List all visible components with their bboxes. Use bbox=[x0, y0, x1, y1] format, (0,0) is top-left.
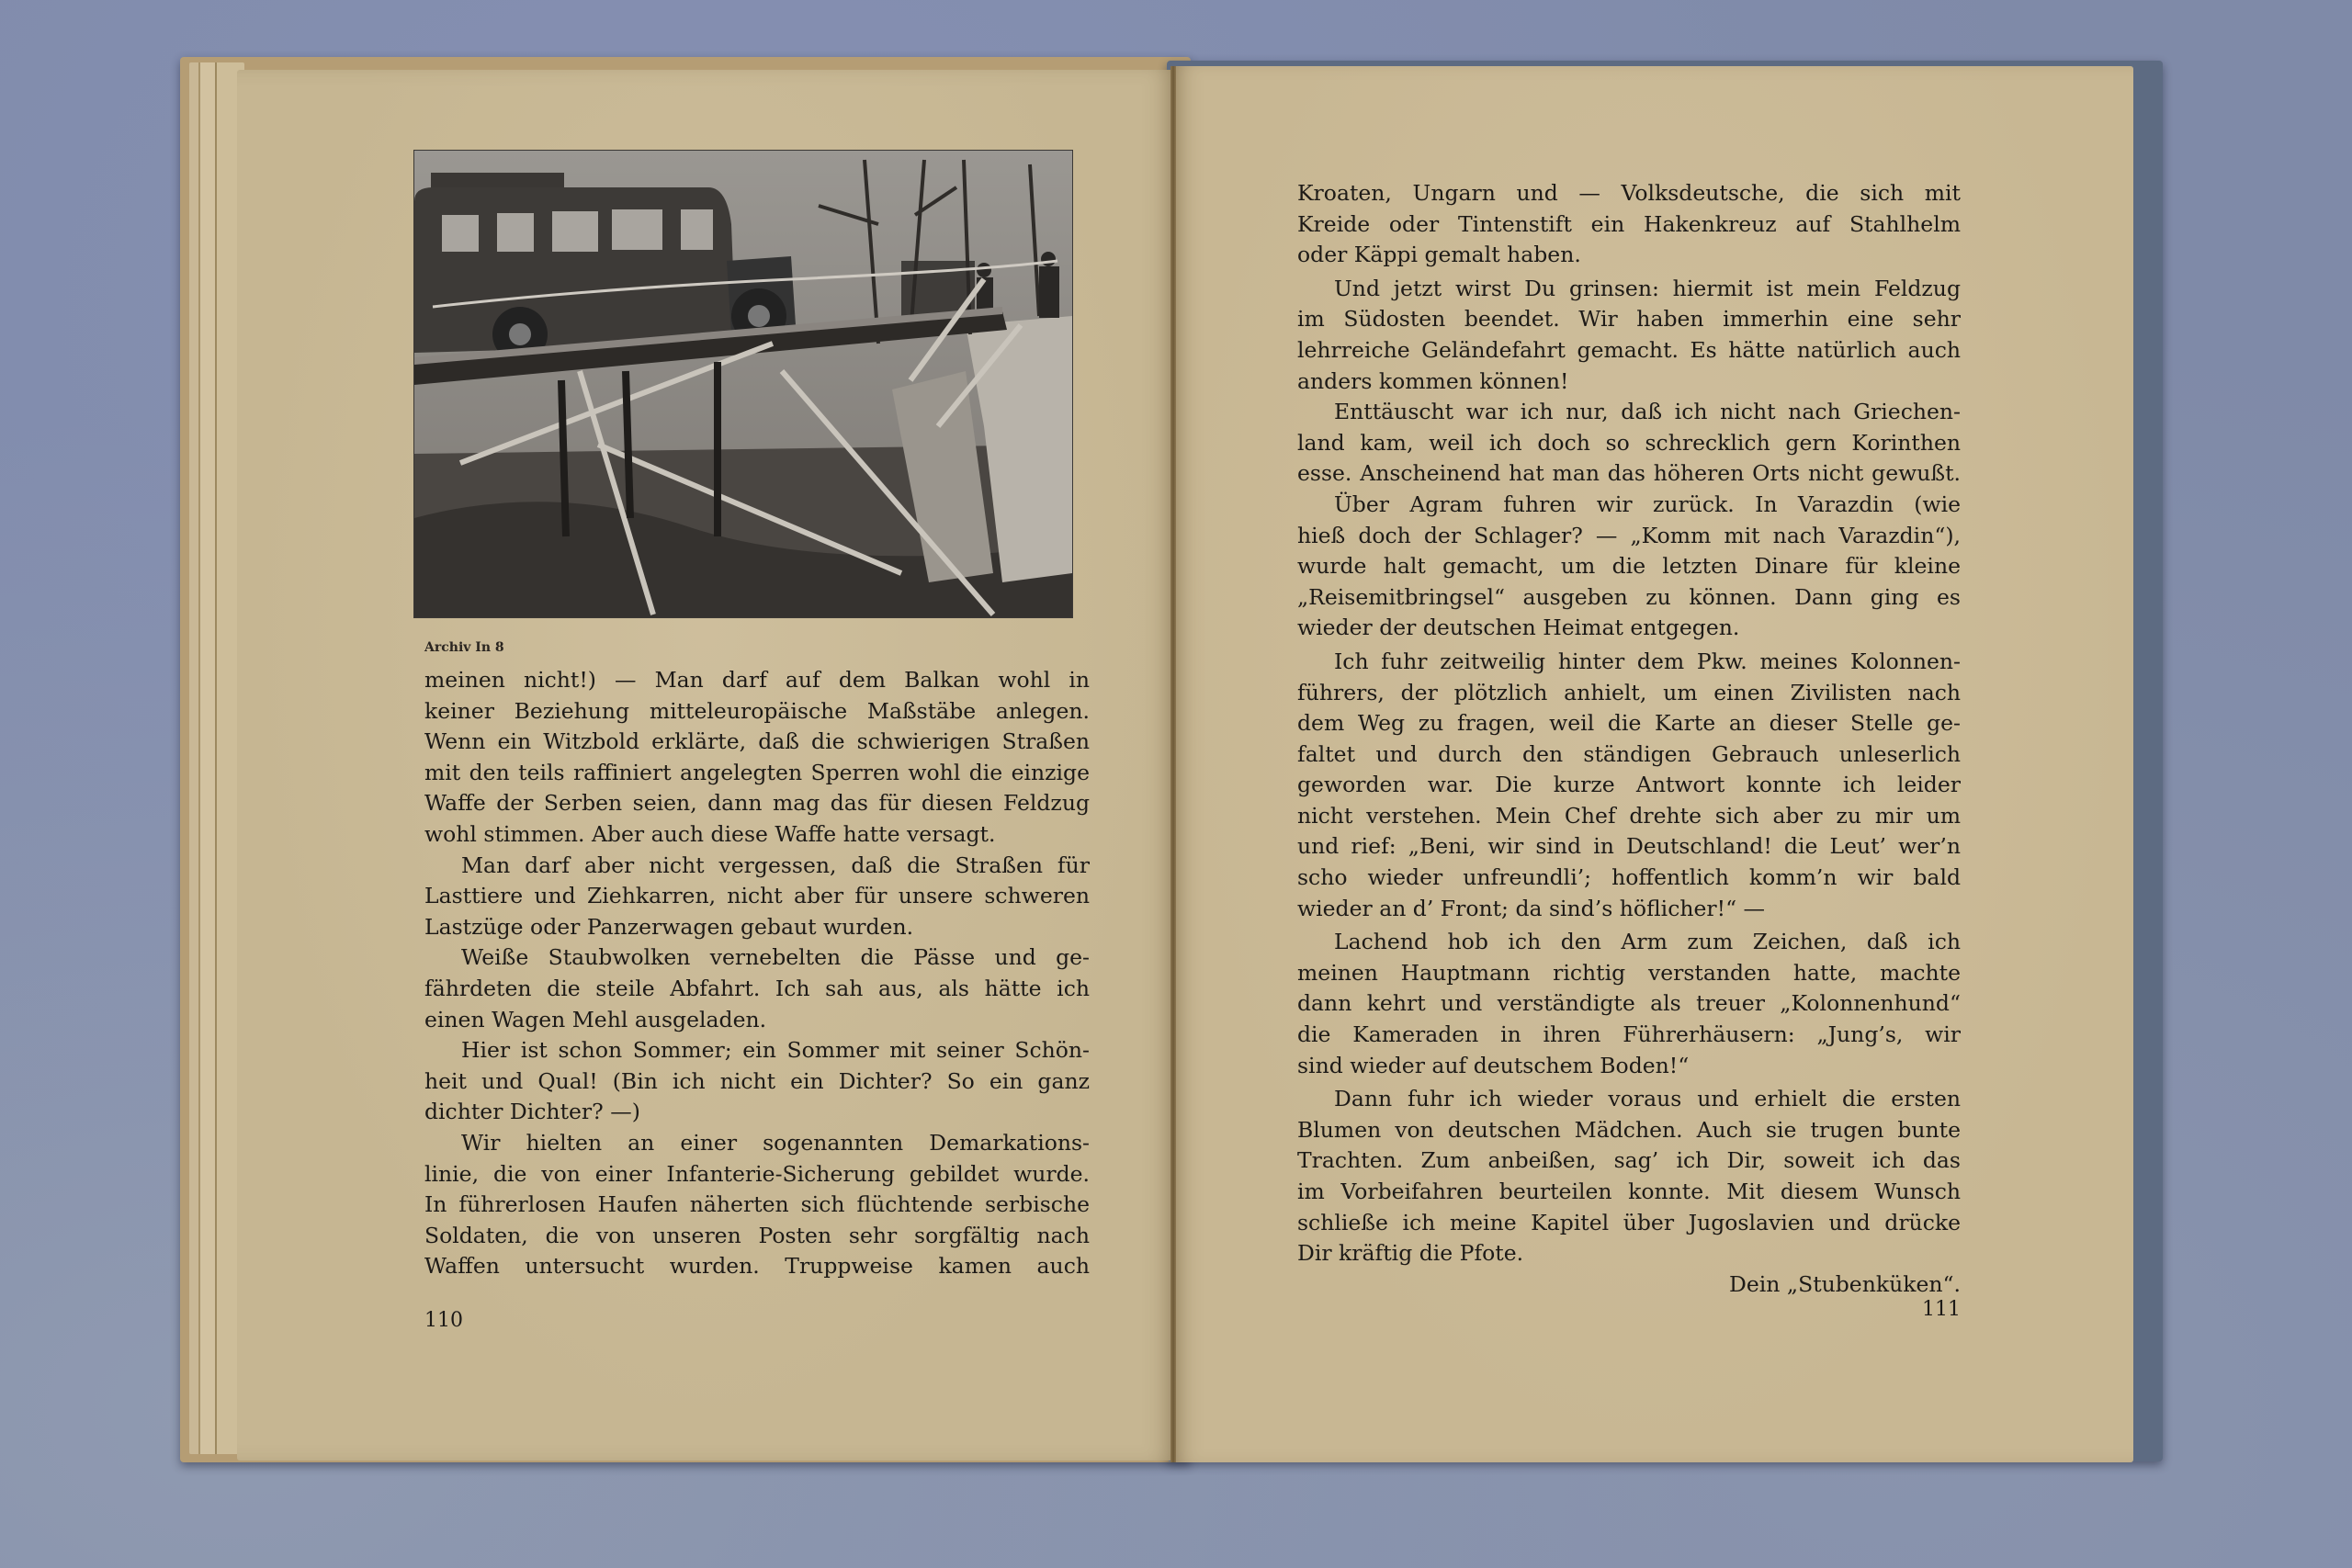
text-line: Man darf aber nicht vergessen, daß die Straßen für bbox=[461, 852, 1090, 878]
text-line: Trachten. Zum anbeißen, sag’ ich Dir, soweit ich das bbox=[1297, 1147, 1961, 1174]
text-line: Enttäuscht war ich nur, daß ich nicht nach Griechen- bbox=[1334, 399, 1961, 425]
text-line: Lachend hob ich den Arm zum Zeichen, daß ich bbox=[1334, 929, 1961, 955]
text-line: sind wieder auf deutschem Boden!“ bbox=[1297, 1052, 1690, 1078]
book-gutter bbox=[1170, 66, 1176, 1462]
text-line: wieder der deutschen Heimat entgegen. bbox=[1297, 615, 1740, 641]
page-number-right: 111 bbox=[1922, 1298, 1961, 1321]
text-line: Lastzüge oder Panzerwagen gebaut wurden. bbox=[424, 913, 914, 940]
text-line: wieder an d’ Front; da sind’s höflicher!“ — bbox=[1297, 895, 1766, 921]
text-line: Ich fuhr zeitweilig hinter dem Pkw. meines Kolonnen- bbox=[1334, 648, 1961, 674]
text-line: schließe ich meine Kapitel über Jugoslavien und drücke bbox=[1297, 1209, 1961, 1235]
text-line: im Südosten beendet. Wir haben immerhin eine sehr bbox=[1297, 306, 1961, 333]
photo-image bbox=[414, 151, 1072, 617]
text-line: Wir hielten an einer sogenannten Demarkations- bbox=[461, 1129, 1090, 1156]
text-line: mit den teils raffiniert angelegten Sperren wohl die einzige bbox=[424, 759, 1090, 785]
text-line: land kam, weil ich doch so schrecklich gern Korinthen bbox=[1297, 429, 1961, 456]
text-line: Dann fuhr ich wieder voraus und erhielt die ersten bbox=[1334, 1086, 1961, 1112]
text-line: oder Käppi gemalt haben. bbox=[1297, 242, 1581, 268]
text-line: linie, die von einer Infanterie-Sicherung gebildet wurde. bbox=[424, 1160, 1090, 1187]
letter-signature: Dein „Stubenküken“. bbox=[1729, 1270, 1961, 1297]
text-line: die Kameraden in ihren Führerhäusern: „Jung’s, wir bbox=[1297, 1021, 1961, 1048]
text-line: nicht verstehen. Mein Chef drehte sich aber zu mir um bbox=[1297, 802, 1961, 829]
text-line: Waffen untersucht wurden. Truppweise kamen auch bbox=[424, 1253, 1090, 1280]
left-page-text bbox=[424, 665, 1090, 1282]
text-line: wurde halt gemacht, um die letzten Dinare für kleine bbox=[1297, 553, 1961, 580]
text-line: geworden war. Die kurze Antwort konnte ich leider bbox=[1297, 772, 1961, 798]
text-line: dem Weg zu fragen, weil die Karte an dieser Stelle ge- bbox=[1297, 710, 1961, 737]
text-line: Waffe der Serben seien, dann mag das für diesen Feldzug bbox=[424, 790, 1090, 817]
text-line: Kroaten, Ungarn und — Volksdeutsche, die sich mit bbox=[1297, 180, 1961, 206]
text-line: einen Wagen Mehl ausgeladen. bbox=[424, 1006, 767, 1032]
text-line: Kreide oder Tintenstift ein Hakenkreuz auf Stahlhelm bbox=[1297, 210, 1961, 237]
text-line: faltet und durch den ständigen Gebrauch unleserlich bbox=[1297, 740, 1961, 767]
text-line: führers, der plötzlich anhielt, um einen Zivilisten nach bbox=[1297, 679, 1961, 705]
text-line: scho wieder unfreundli’; hoffentlich komm’n wir bald bbox=[1297, 864, 1961, 891]
text-line: Wenn ein Witzbold erklärte, daß die schwierigen Straßen bbox=[424, 728, 1090, 755]
text-line: Und jetzt wirst Du grinsen: hiermit ist mein Feldzug bbox=[1334, 275, 1961, 301]
text-line: anders kommen können! bbox=[1297, 367, 1569, 394]
text-line: dichter Dichter? —) bbox=[424, 1099, 640, 1125]
text-line: meinen Hauptmann richtig verstanden hatte, machte bbox=[1297, 959, 1961, 986]
text-line: In führerlosen Haufen näherten sich flüchtende serbische bbox=[424, 1191, 1090, 1218]
right-page-text bbox=[1297, 178, 1961, 1300]
text-line: dann kehrt und verständigte als treuer „Kolonnenhund“ bbox=[1297, 990, 1961, 1017]
text-line: fährdeten die steile Abfahrt. Ich sah aus, als hätte ich bbox=[424, 975, 1090, 1001]
text-line: im Vorbeifahren beurteilen konnte. Mit diesem Wunsch bbox=[1297, 1179, 1961, 1204]
page-number-left: 110 bbox=[424, 1309, 463, 1332]
text-line: esse. Anscheinend hat man das höheren Orts nicht gewußt. bbox=[1297, 460, 1961, 487]
text-line: Weiße Staubwolken vernebelten die Pässe und ge- bbox=[461, 944, 1090, 971]
text-line: Lasttiere und Ziehkarren, nicht aber für unsere schweren bbox=[424, 883, 1090, 909]
text-line: hieß doch der Schlager? — „Komm mit nach Varazdin“), bbox=[1297, 522, 1961, 548]
text-line: lehrreiche Geländefahrt gemacht. Es hätte natürlich auch bbox=[1297, 336, 1961, 363]
text-line: „Reisemitbringsel“ ausgeben zu können. Dann ging es bbox=[1297, 583, 1961, 610]
archival-photo bbox=[413, 150, 1073, 618]
text-line: Hier ist schon Sommer; ein Sommer mit seiner Schön- bbox=[461, 1037, 1090, 1064]
text-line: Blumen von deutschen Mädchen. Auch sie trugen bunte bbox=[1297, 1116, 1961, 1143]
photo-caption: Archiv In 8 bbox=[424, 640, 504, 655]
text-line: Über Agram fuhren wir zurück. In Varazdin (wie bbox=[1334, 491, 1961, 517]
text-line: keiner Beziehung mitteleuropäische Maßstäbe anlegen. bbox=[424, 697, 1090, 724]
text-line: Soldaten, die von unseren Posten sehr sorgfältig nach bbox=[424, 1222, 1090, 1248]
text-line: und rief: „Beni, wir sind in Deutschland! die Leut’ wer’n bbox=[1297, 833, 1961, 860]
text-line: Dir kräftig die Pfote. bbox=[1297, 1240, 1524, 1267]
text-line: heit und Qual! (Bin ich nicht ein Dichter? So ein ganz bbox=[424, 1067, 1090, 1094]
page-edges bbox=[189, 62, 244, 1454]
text-line: meinen nicht!) — Man darf auf dem Balkan wohl in bbox=[424, 667, 1090, 693]
text-line: wohl stimmen. Aber auch diese Waffe hatte versagt. bbox=[424, 820, 996, 847]
